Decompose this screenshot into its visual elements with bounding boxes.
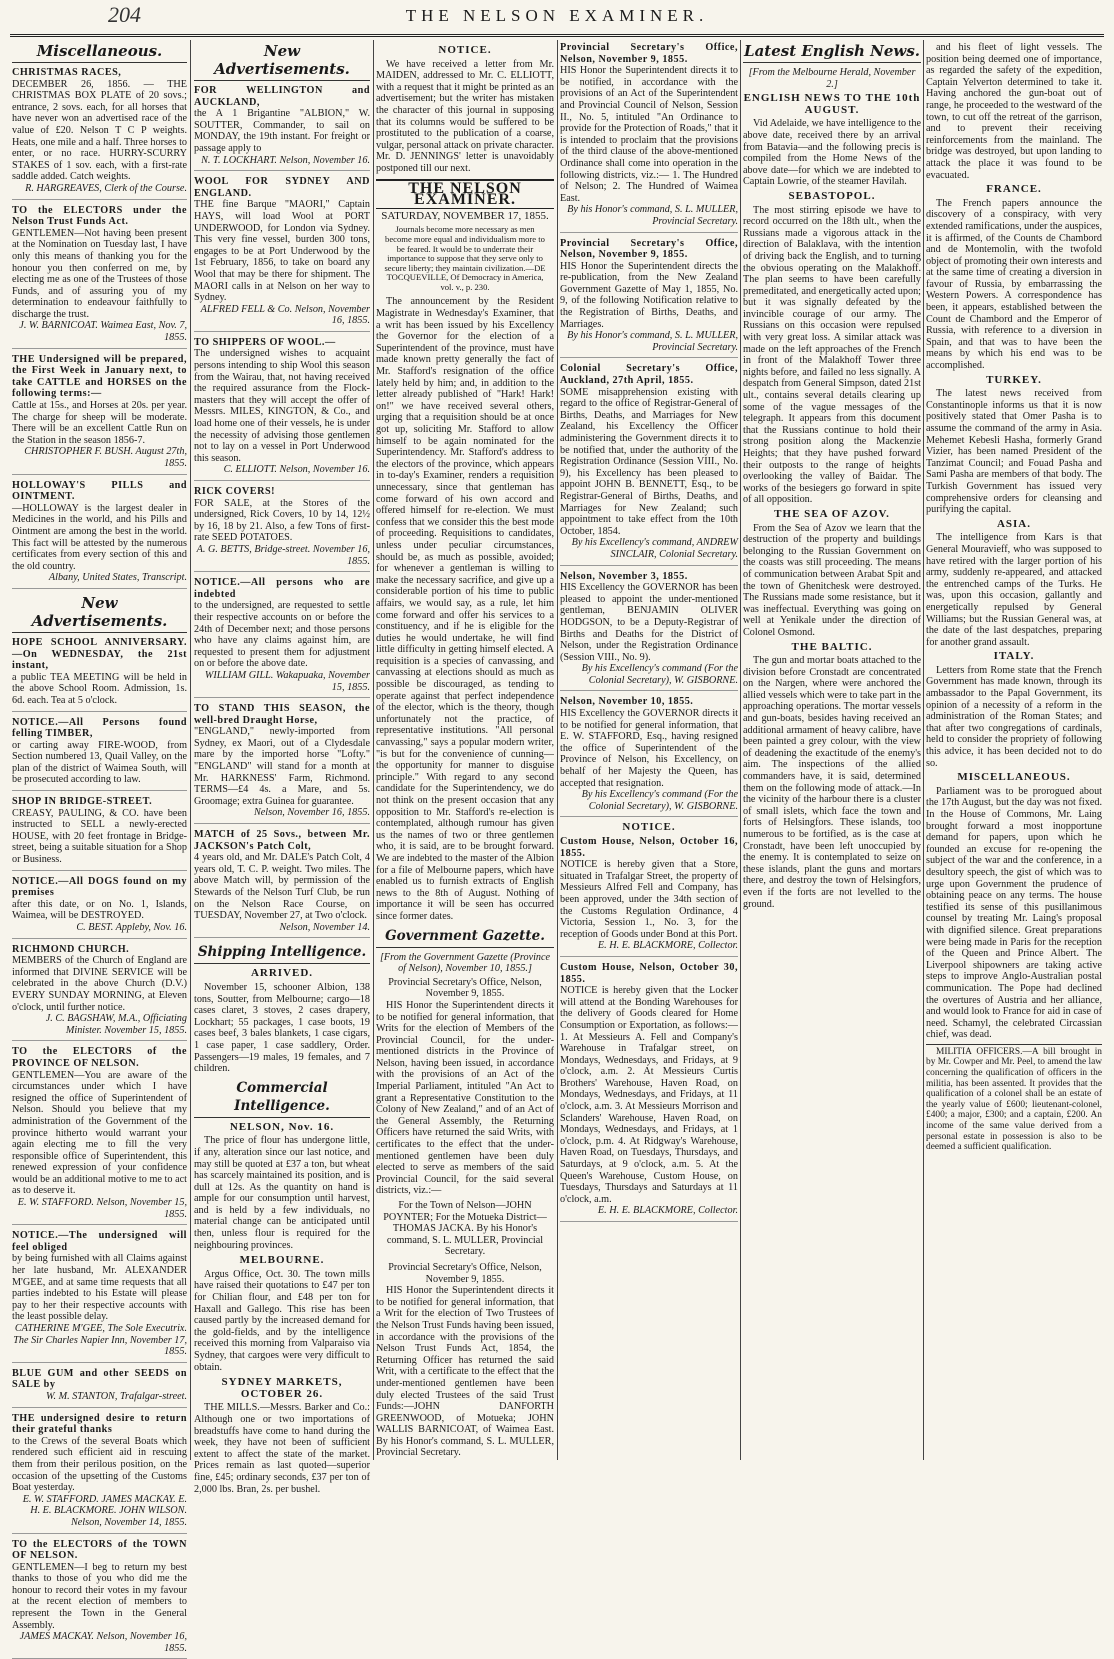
news-text: From the Sea of Azov we learn that the destruction of the property and buildings belonging to the Russian Government on the coasts was still proceeding. The means of communication between Arabat Spit and the town of Ghenitchesk were destroyed. The Russians made some resistance, but it was ineffectual. Everything was going on well at Yenikale under the direction of Colonel Osmond. [743, 523, 921, 639]
news-subhead: MISCELLANEOUS. [926, 772, 1102, 784]
advert-body: NOTICE is hereby given that the Locker will attend at the Bonding Warehouses for the delivery of Goods cleared for Home Consumption or Exportation, as follows:— 1. At Messieurs A. Fell and Company's Warehouse in Trafalgar street, on Mondays, Wednesdays, and Fridays, at 9 o'clock, a.m. 2. At Messieurs Curtis Brothers' Warehouse, Haven Road, on Mondays, Wednesdays, and Fridays, at 11 o'clock, a.m. 3. At Messieurs Morrison and Sclanders' Warehouse, Haven Road, on Mondays, Wednesdays, and Fridays, at 1 o'clock, p.m. 4. At Ridgway's Warehouse, Haven Road, on Tuesdays, Thursdays, and Saturdays, at 9 o'clock, a.m. 5. At the Queen's Warehouse, Custom House, on Tuesdays, Thursdays and Saturdays at 11 o'clock, a.m. [560, 985, 738, 1205]
advert-heading: TO the ELECTORS of the PROVINCE OF NELSON. [12, 1046, 187, 1069]
news-text: The latest news received from Constantinople informs us that it is now positively stated that Omer Pasha is to assume the command of the army in Asia. Mehemet Kebesli Hasha, formerly Grand Vizier, has been named President of the Tanzimat Council; and Fouad Pasha and Sami Pasha are members of that body. The Turkish Government has issued very comprehensive orders for cleansing and purifying the capital. [926, 388, 1102, 516]
gazette-office: Provincial Secretary's Office, Nelson, November 9, 1855. [376, 1262, 554, 1285]
gazette-members: For the Town of Nelson—JOHN POYNTER; For the Motueka District—THOMAS JACKA. By his Honor's command, S. L. MULLER, Provincial Secretary. [376, 1200, 554, 1258]
column-divider [740, 40, 741, 1460]
section-heading-government-gazette: Government Gazette. [376, 927, 554, 948]
advert-item [12, 354, 187, 475]
column-3 [376, 42, 554, 1460]
advert-list [12, 67, 187, 589]
advert-heading: HOPE SCHOOL ANNIVERSARY.—On WEDNESDAY, the 21st instant, [12, 637, 187, 672]
advert-body: to the Crews of the several Boats which rendered such efficient aid in rescuing them from their perilous position, on the occasion of the upsetting of the Customs Boat yesterday. [12, 1436, 187, 1494]
handwritten-page-number: 204 [108, 2, 141, 28]
advert-signature: By his Honor's command, S. L. MULLER, Provincial Secretary. [560, 330, 738, 353]
advert-heading: Custom House, Nelson, October 30, 1855. [560, 962, 738, 985]
news-text: The gun and mortar boats attached to the division before Cronstadt are concentrated on the Nargen, where were anchored the allied vessels which were to take part in the approaching operations. The mortar vessels and gun-boats, besides having received an additional armament of heavy calibre, have been painted a grey colour, with the view of deadening the exactitude of the enemy's aim. The inspections of the allied commanders have, it is said, determined them on the following mode of attack.—In the vicinity of the harbour there is a cluster of small islets, which face the town and forts of Helsingfors. These islands, too numerous to be fortified, as is the case at Cronstadt, have been left unoccupied by the enemy. It is contemplated to seize on these islands, plant the guns and mortars there, and destroy the town of Helsingfors, even if the forts are not levelled to the ground. [743, 655, 921, 910]
commercial-text: The price of flour has undergone little, if any, alteration since our last notice, and may still be quoted at £37 a ton, but wheat has scarcely maintained its position, and is dull at 12s. As the quantity on hand is ample for our consumption until harvest, and is held by a few individuals, no material change can be anticipated until then, unless flour is required for the neighbouring provinces. [194, 1135, 370, 1251]
advert-item [12, 717, 187, 792]
advert-body: the A 1 Brigantine "ALBION," W. SOUTTER, Commander, to sail on MONDAY, the 19th instant. For freight or passage apply to [194, 108, 370, 154]
advert-body: The undersigned wishes to acquaint persons intending to ship Wool this season from the Wairau, that, not having received the required assurance from the Flock-masters that they will accept the offer of Messrs. MILES, KINGTON, & Co., and load home one of their vessels, he is under the necessity of advising those gentlemen not to lay on a vessel in Port Underwood this season. [194, 348, 370, 464]
advert-item [560, 42, 738, 233]
commercial-date: NELSON, Nov. 16. [194, 1122, 370, 1134]
advert-body: after this date, or on No. 1, Islands, Waimea, will be DESTROYED. [12, 899, 187, 922]
advert-item [194, 829, 370, 938]
advert-signature: E. W. STAFFORD. JAMES MACKAY. E. H. E. BLACKMORE. JOHN WILSON. Nelson, November 14, 1855. [12, 1494, 187, 1529]
advert-signature: R. HARGREAVES, Clerk of the Course. [12, 183, 187, 195]
news-subhead: ITALY. [926, 651, 1102, 663]
advert-heading: NOTICE.—All DOGS found on my premises [12, 876, 187, 899]
advert-body: "ENGLAND," newly-imported from Sydney, ex Maori, out of a Clydesdale mare by the imported horse "Lofty." "ENGLAND" will stand for a month at Mr. HARKNESS' Farm, Richmond. TERMS—£4 4s. a Mare, and 5s. Groomage; extra Guinea for guarantee. [194, 726, 370, 807]
advert-heading: HOLLOWAY'S PILLS and OINTMENT. [12, 480, 187, 503]
advert-signature: C. BEST. Appleby, Nov. 16. [12, 922, 187, 934]
advert-heading: SHOP IN BRIDGE-STREET. [12, 796, 187, 808]
column-divider [923, 40, 924, 1460]
news-subhead: FRANCE. [926, 184, 1102, 196]
advert-body: Cattle at 15s., and Horses at 20s. per year. The charge for sheep will be moderate. There will be an excellent Cattle Run on the Station in the season 1856-7. [12, 400, 187, 446]
advert-signature: By his Excellency's command (For the Colonial Secretary), W. GISBORNE. [560, 663, 738, 686]
advert-signature: E. H. E. BLACKMORE, Collector. [560, 940, 738, 952]
advert-heading: BLUE GUM and other SEEDS on SALE by [12, 1368, 187, 1391]
advert-heading: CHRISTMAS RACES, [12, 67, 187, 79]
advert-signature: A. G. BETTS, Bridge-street. November 16, 1855. [194, 544, 370, 567]
advert-item [12, 1046, 187, 1225]
section-heading-latest-english-news: Latest English News. [743, 42, 921, 63]
melbourne-heading: MELBOURNE. [194, 1255, 370, 1267]
advert-list [12, 637, 187, 1659]
advert-heading: TO the ELECTORS under the Nelson Trust Funds Act. [12, 205, 187, 228]
section-heading-miscellaneous: Miscellaneous. [12, 42, 187, 63]
advert-item [12, 1539, 187, 1659]
news-text: The intelligence from Kars is that General Mouravieff, who was supposed to have retired with the larger portion of his army, suddenly re-appeared, and attacked the entrenched camps of the Turks. He was, upon this occasion, gallantly and energetically repulsed by General Williams; but the Russian General was, at the date of the last despatches, preparing for another grand assault. [926, 532, 1102, 648]
advert-item [194, 176, 370, 332]
advert-signature: C. ELLIOTT. Nelson, November 16. [194, 464, 370, 476]
advert-heading: THE undersigned desire to return their grateful thanks [12, 1413, 187, 1436]
customs-list [560, 836, 738, 1222]
gazette-notice: HIS Honor the Superintendent directs it to be notified for general information, that a Writ for the election of Two Trustees of the Nelson Trust Funds having been issued, in accordance with the provisions of the Nelson Trust Funds Act, 1854, the Returning Officer has returned the said Writ, with a certificate to the effect that the under-mentioned gentlemen have been duly elected Trustees of the said Trust Funds:—JOHN DANFORTH GREENWOOD, of Motueka; JOHN WALLIS BARNICOAT, of Waimea East. By his Honor's command, S. L. MULLER, Provincial Secretary. [376, 1285, 554, 1459]
advert-heading: MATCH of 25 Sovs., between Mr. JACKSON's Patch Colt, [194, 829, 370, 852]
shipping-subhead: ARRIVED. [194, 968, 370, 980]
advert-signature: Albany, United States, Transcript. [12, 572, 187, 584]
section-heading-new-advertisements: New Advertisements. [12, 594, 187, 633]
advert-signature: E. W. STAFFORD. Nelson, November 15, 1855. [12, 1197, 187, 1220]
news-source: [From the Melbourne Herald, November 2.] [743, 67, 921, 90]
advert-item [12, 1230, 187, 1363]
advert-body: GENTLEMEN—I beg to return my best thanks to those of you who did me the honour to record their votes in my favour at the recent election of members to represent the Town in the General Assembly. [12, 1562, 187, 1632]
column-divider [190, 40, 191, 1460]
news-text: MILITIA OFFICERS.—A bill brought in by Mr. Cowper and Mr. Peel, to amend the law concerning the qualification of officers in the militia, has been assented. It provides that the qualification of a colonel shall be an estate of the yearly value of £600; lieutenant-colonel, £400; a major, £300; and a captain, £200. An income of the same value derived from a personal estate in possession is also to be deemed a sufficient qualification. [926, 1044, 1102, 1153]
gazette-source: [From the Government Gazette (Province of Nelson), November 10, 1855.] [376, 952, 554, 975]
sydney-heading: SYDNEY MARKETS, OCTOBER 26. [194, 1377, 370, 1400]
advert-item [194, 85, 370, 171]
advert-item [12, 1368, 187, 1408]
advert-heading: THE Undersigned will be prepared, the First Week in January next, to take CATTLE and HORSES on the following terms:— [12, 354, 187, 400]
advert-signature: N. T. LOCKHART. Nelson, November 16. [194, 155, 370, 167]
advert-signature: CATHERINE M'GEE, The Sole Executrix. The Sir Charles Napier Inn, November 17, 1855. [12, 1323, 187, 1358]
news-subhead: THE SEA OF AZOV. [743, 509, 921, 521]
advert-heading: NOTICE.—All Persons found felling TIMBER, [12, 717, 187, 740]
advert-heading: Nelson, November 10, 1855. [560, 696, 738, 708]
gazette-office: Provincial Secretary's Office, Nelson, November 9, 1855. [376, 977, 554, 1000]
advert-item [194, 486, 370, 572]
gazette-notice: HIS Honor the Superintendent directs it to be notified for general information, that Writs for the election of Members of the Provincial Council, for the under-mentioned districts in the Province of Nelson, having been issued, in accordance with the provisions of an Act of the Imperial Parliament, intituled "An Act to grant a Representative Constitution to the Colony of New Zealand," and of an Act of the General Assembly, the Returning Officers have returned the said Writs, with certificates to the effect that the under-mentioned gentlemen have been duly elected to serve as members of the said Provincial Council, for the said several districts, viz.:— [376, 1000, 554, 1197]
advert-signature: W. M. STANTON, Trafalgar-street. [12, 1391, 187, 1403]
advert-body: —HOLLOWAY is the largest dealer in Medicines in the world, and his Pills and Ointment are among the best in the world. This fact will be attested by the numerous certificates from every section of this and the old country. [12, 503, 187, 573]
advert-signature: By his Honor's command, S. L. MULLER, Provincial Secretary. [560, 204, 738, 227]
news-subhead: THE BALTIC. [743, 642, 921, 654]
editorial-title: THE NELSON EXAMINER. [376, 179, 554, 209]
advert-heading: NOTICE.—The undersigned will feel obliged [12, 1230, 187, 1253]
advert-signature: WILLIAM GILL. Wakapuaka, November 15, 1855. [194, 670, 370, 693]
advert-heading: WOOL FOR SYDNEY AND ENGLAND. [194, 176, 370, 199]
advert-body: GENTLEMEN—Not having been present at the Nomination on Tuesday last, I have only this means of thanking you for the honour you then conferred on me, by electing me as one of the Trustees of those Funds, and of assuring you of my determination to endeavour faithfully to discharge the trust. [12, 228, 187, 321]
advert-body: HIS Honor the Superintendent directs the re-publication, from the New Zealand Government Gazette of May 1, 1855, No. 9, of the following Notification relative to the Registration of Births, Deaths, and Marriages. [560, 261, 738, 331]
column-1 [12, 42, 187, 1460]
advert-body: HIS Excellency the GOVERNOR has been pleased to appoint the under-mentioned gentleman, BENJAMIN OLIVER HODGSON, to be a Deputy-Registrar of Births and Deaths for the District of Nelson, under the Registration Ordinance (Session VIII., No. 9). [560, 582, 738, 663]
news-subhead: SEBASTOPOL. [743, 191, 921, 203]
advert-item [12, 944, 187, 1042]
advert-body: 4 years old, and Mr. DALE's Patch Colt, 4 years old, T. C. P. weight. Two miles. The above Match will, by permission of the Stewards of the Nelson Turf Club, be run on the Nelson Race Course, on TUESDAY, November 27, at Two o'clock. [194, 852, 370, 922]
column-6 [926, 42, 1102, 1460]
advert-heading: Provincial Secretary's Office, Nelson, November 9, 1855. [560, 42, 738, 65]
section-heading-shipping: Shipping Intelligence. [194, 943, 370, 964]
advert-body: NOTICE is hereby given that a Store, situated in Trafalgar Street, the property of Messieurs Alfred Fell and Company, has been approved, under the 34th section of the Customs Regulation Ordinance, 4 Victoria, Session 1., No. 3, for the reception of Goods under Bond at this Port. [560, 859, 738, 940]
advert-signature: JAMES MACKAY. Nelson, November 16, 1855. [12, 1631, 187, 1654]
advert-signature: By his Excellency's command (For the Colonial Secretary), W. GISBORNE. [560, 789, 738, 812]
column-divider [373, 40, 374, 1460]
news-intro: Vid Adelaide, we have intelligence to the above date, received there by an arrival from Batavia—and the following precis is compiled from the Home News of the above date—for which we are indebted to Captain Lowrie, of the steamer Havilah. [743, 118, 921, 188]
news-headline: ENGLISH NEWS TO THE 10th AUGUST. [743, 93, 921, 116]
gazette-list [560, 42, 738, 817]
advert-heading: NOTICE.—All persons who are indebted [194, 577, 370, 600]
advert-heading: Colonial Secretary's Office, Auckland, 27th April, 1855. [560, 363, 738, 386]
advert-item [12, 637, 187, 712]
masthead: THE NELSON EXAMINER. [0, 6, 1114, 26]
melbourne-text: Argus Office, Oct. 30. The town mills have raised their quotations to £47 per ton for Chilian flour, and £48 per ton for Haxall and Gallego. This rise has been caused partly by the increased demand for the gold-fields, and by the intelligence received this morning from Valparaiso via Sydney, that cargoes were very difficult to obtain. [194, 1269, 370, 1373]
masthead-rule [10, 34, 1104, 37]
advert-signature: Nelson, November 14. [194, 922, 370, 934]
advert-list [194, 85, 370, 938]
advert-item [194, 337, 370, 481]
news-text: Letters from Rome state that the French Government has made known, through its ambassador to the Papal Government, its opinion of a necessity of a reform in the administration of the Roman States; and that after two congregations of cardinals, held to consider the propriety of following this advice, it has been decided not to do so. [926, 665, 1102, 769]
advert-body: to the undersigned, are requested to settle their respective accounts on or before the 24th of December next; and those persons who have any claims against him, are requested to present them for adjustment on or before the above date. [194, 600, 370, 670]
advert-body: DECEMBER 26, 1856. — THE CHRISTMAS BOX PLATE of 20 sovs.; entrance, 2 sovs. each, for all horses that have never won an advertised race of the value of £20. Nelson T C P weights. Heats, one mile and a half. Three horses to enter, or no race. HURRY-SCURRY STAKES of 1 sov. each, with a first-rate saddle added. Catch weights. [12, 79, 187, 183]
news-subhead: ASIA. [926, 519, 1102, 531]
advert-item [560, 363, 738, 565]
advert-item [12, 876, 187, 939]
advert-body: a public TEA MEETING will be held in the above School Room. Admission, 1s. 6d. each. Tea at 5 o'clock. [12, 672, 187, 707]
column-2 [194, 42, 370, 1460]
advert-body: GENTLEMEN—You are aware of the circumstances under which I have resigned the office of Superintendent of Nelson. Should you believe that my administration of the Government of the province hitherto would warrant your again electing me to fill the very responsible office of Superintendent, this renewed expression of your confidence would be an additional motive to me to act as to deserve it. [12, 1070, 187, 1198]
advert-body: SOME misapprehension existing with regard to the office of Registrar-General of Births, Deaths, and Marriages for New Zealand, his Excellency the Officer administering the Government directs it to be notified that, under the authority of the Registration Ordinance (Session VIII., No. 9), his Excellency has been pleased to appoint JOHN B. BENNETT, Esq., to be Registrar-General of Births, Deaths, and Marriages for New Zealand; such appointment to take effect from the 10th October, 1854. [560, 387, 738, 538]
advert-signature: E. H. E. BLACKMORE, Collector. [560, 1205, 738, 1217]
advert-signature: J. C. BAGSHAW, M.A., Officiating Minister. November 15, 1855. [12, 1013, 187, 1036]
advert-body: FOR SALE, at the Stores of the undersigned, Rick Covers, 10 by 14, 12½ by 16, 18 by 21. Also, a few Tons of first-rate SEED POTATOES. [194, 498, 370, 544]
column-divider [557, 40, 558, 1460]
sydney-text: THE MILLS.—Messrs. Barker and Co.: Although one or two importations of breadstuffs have come to hand during the week, they have not been of sufficient extent to affect the state of the market. Prices remain as last quoted—superior fine, £45; ordinary seconds, £37 per ton of 2,000 lbs. Bran, 2s. per bushel. [194, 1402, 370, 1495]
notice-heading: NOTICE. [376, 45, 554, 57]
advert-heading: RICK COVERS! [194, 486, 370, 498]
advert-body: or carting away FIRE-WOOD, from Section numbered 13, Quail Valley, on the plan of the district of Waimea South, will be prosecuted according to law. [12, 740, 187, 786]
leading-article: The announcement by the Resident Magistrate in Wednesday's Examiner, that a writ has been issued by his Excellency the Governor for the election of a Superintendent of the province, must have made known pretty generally the fact of Mr. Stafford's resignation of the office lately held by him; and, in addition to the letter already published of "Hark! Hark! on!" we have received several others, urging that a requisition should be at once got up, soliciting Mr. Stafford to allow himself to be again nominated for the Superintendency. Mr. Stafford's address to the electors of the province, which appears in to-day's Examiner, renders a requisition unnecessary, since that gentleman has come forward of his own accord and offered himself for re-election. We must confess that we consider this the best mode of proceeding. Requisitions to candidates, unless under peculiar circumstances, should be, as much as possible, avoided; for whenever a gentleman is willing to make the necessary sacrifice, and give up a considerable portion of his time to public affairs, we would say, as a rule, let him come forward and offer his services to a constituency, and if he is eligible for the duties he would undertake, he will find little difficulty in getting himself elected. A requisition is a species of canvassing, and canvassing at elections should as much as possible be discouraged, as tending to operate against that perfect independence of the elector, which is the theory, though unfortunately not the practice, of representative institutions. "All personal canvassing," says a popular modern writer, "is but for the convenience of cunning—the opportunity for manner to disguise principle." With regard to any second candidate for the Superintendency, we do not think on the present occasion that any opposition to Mr. Stafford's re-election is contemplated, although rumour has given us the names of two or three gentlemen who, it is said, are to be brought forward. We are indebted to the master of the Albion for a file of Melbourne papers, which have enabled us to furnish extracts of English news to the 8th of August. Nothing of importance it will be seen has occurred since former dates. [376, 296, 554, 922]
advert-heading: RICHMOND CHURCH. [12, 944, 187, 956]
advert-item [560, 238, 738, 359]
section-heading-new-advertisements: New Advertisements. [194, 42, 370, 81]
advert-item [194, 703, 370, 824]
customs-notice-heading: NOTICE. [560, 822, 738, 834]
shipping-text: November 15, schooner Albion, 138 tons, Soutter, from Melbourne; cargo—18 cases claret, 3 stoves, 2 cases drapery, Lockhart; 55 packages, 1 case boots, 19 cases beef, 3 bales blankets, 1 case cigars, 1 case paper, 1 case saddlery, Order. Passengers—19 males, 19 females, and 7 children. [194, 982, 370, 1075]
advert-item [560, 962, 738, 1222]
advert-body: MEMBERS of the Church of England are informed that DIVINE SERVICE will be celebrated in the above Church (D.V.) EVERY SUNDAY MORNING, at Eleven o'clock, until further notice. [12, 955, 187, 1013]
advert-item [12, 480, 187, 589]
advert-item [194, 577, 370, 698]
advert-body: CREASY, PAULING, & CO. have been instructed to SELL a newly-erected HOUSE, with 20 feet frontage in Bridge-street, being a suitable situation for a Shop or Business. [12, 808, 187, 866]
news-text: Parliament was to be prorogued about the 17th August, but the day was not fixed. In the House of Commons, Mr. Laing brought forward a most inopportune demand for papers, upon which he founded an excuse for re-opening the subject of the war and the conference, in a desultory speech, the gist of which was to urge upon Government the prudence of obtaining peace on any terms. The house testified its sense of this pusillanimous counsel by treating Mr. Laing's proposal with dignified silence. Great preparations were being made in Paris for the reception of the Queen and Prince Albert. The Liverpool shipowners are taking active steps to improve Anglo-Australian postal communication. The Pope had declined the overtures of Austria and her alliance, and would look to France for aid in case of need. Schamyl, the celebrated Circassian chief, was dead. [926, 786, 1102, 1041]
advert-signature: By his Excellency's command, ANDREW SINCLAIR, Colonial Secretary. [560, 537, 738, 560]
advert-signature: ALFRED FELL & Co. Nelson, November 16, 1855. [194, 304, 370, 327]
advert-signature: CHRISTOPHER F. BUSH. August 27th, 1855. [12, 446, 187, 469]
advert-heading: TO the ELECTORS of the TOWN OF NELSON. [12, 1539, 187, 1562]
news-text: and his fleet of light vessels. The position being deemed one of importance, as regarded the safety of the expedition, Captain Yelverton determined to take it. Having anchored the gun-boat out of range, he proceeded to the westward of the town, to cut off the retreat of the garrison, and to prevent their receiving reinforcements from the mainland. The bridge was destroyed, but upon landing to attack the place it was found to be evacuated. [926, 42, 1102, 181]
advert-body: HIS Honor the Superintendent directs it to be notified, in accordance with the provisions of an Act of the Superintendent and Provincial Council of Nelson, Session II., No. 5, intituled "An Ordinance to provide for the Protection of Roads," that it is intended to proclaim that the provisions of the third clause of the above-mentioned Ordinance shall come into operation in the following districts, viz.:— 1. The Hundred of Nelson; 2. The Hundred of Waimea East. [560, 65, 738, 204]
advert-body: by being furnished with all Claims against her late husband, Mr. ALEXANDER M'GEE, and at same time requests that all parties indebted to his Estate will please pay to her their respective accounts with the least possible delay. [12, 1253, 187, 1323]
news-text: The French papers announce the discovery of a conspiracy, with very extended ramifications, under the auspices, it is affirmed, of the Counts de Chambord and de Montemolin, with the twofold object of promoting their own interests and at the same time of creating a diversion in favour of Russia, by embarrassing the Western Powers. A correspondence has been, it appears, established between the Count de Chambord and the Emperor of Russia, with reference to a diversion in Spain, and that was to have been the means by which his end was to be accomplished. [926, 198, 1102, 372]
advert-body: THE fine Barque "MAORI," Captain HAYS, will load Wool at PORT UNDERWOOD, for London via Sydney. This very fine vessel, burden 300 tons, engages to be at Port Underwood by the 1st February, 1856, to take on board any Wool that may be there for shipment. The MAORI calls in at Nelson on her way to Sydney. [194, 199, 370, 303]
advert-item [12, 205, 187, 349]
advert-item [560, 571, 738, 692]
section-heading-commercial: Commercial Intelligence. [194, 1079, 370, 1118]
advert-item [12, 1413, 187, 1534]
advert-heading: Nelson, November 3, 1855. [560, 571, 738, 583]
advert-heading: Custom House, Nelson, October 16, 1855. [560, 836, 738, 859]
advert-signature: Nelson, November 16, 1855. [194, 807, 370, 819]
advert-signature: J. W. BARNICOAT. Waimea East, Nov. 7, 1855. [12, 320, 187, 343]
advert-item [560, 696, 738, 817]
advert-heading: TO SHIPPERS OF WOOL.— [194, 337, 370, 349]
advert-item [12, 67, 187, 200]
advert-body: HIS Excellency the GOVERNOR directs it to be notified for general information, that E. W. STAFFORD, Esq., having resigned the office of Superintendent of the Province of Nelson, his Excellency, on behalf of her Majesty the Queen, has accepted that resignation. [560, 708, 738, 789]
advert-item [560, 836, 738, 957]
editor-notice: We have received a letter from Mr. MAIDEN, addressed to Mr. C. ELLIOTT, with a request that it might be printed as an advertisement; but the writer has mistaken the character of this journal in supposing that its columns would be suffered to be prostituted to the publication of a coarse, vulgar, personal attack on private character. Mr. D. JENNINGS' letter is unavoidably postponed till our next. [376, 59, 554, 175]
editorial-motto: Journals become more necessary as men become more equal and individualism more to be feared. It would be to underrate their importance to suppose that they serve only to secure liberty; they maintain civilization.—DE TOCQUEVILLE, Of Democracy in America, vol. v., p. 230. [382, 225, 548, 292]
column-5 [743, 42, 921, 1460]
news-text: The most stirring episode we have to record occurred on the 18th ult., when the Russians made a vigorous attack in the direction of Balaklava, with the intention of driving back the English, and to turning the obvious operating on the Malakhoff. The plan seems to have been carefully premeditated, and energetically acted upon; but it was signally defeated by the invincible courage of our army. The Russians on this occasion were repulsed with very great loss. A similar attack was made on the left approaches of the French in front of the Malakhoff Tower three nights before, and failed no less signally. A despatch from General Simpson, dated 21st ult., contains several details clearing up some of the vague messages of the telegraph. It appears from this document that the Russians continue to hold their strong position along the Mackenzie Heights; that they have pushed forward their outposts to the range of heights overlooking the valley of Baidar. The works of the besiegers go forward in spite of all opposition. [743, 205, 921, 506]
advert-heading: Provincial Secretary's Office, Nelson, November 9, 1855. [560, 238, 738, 261]
advert-heading: FOR WELLINGTON and AUCKLAND, [194, 85, 370, 108]
editorial-date: SATURDAY, NOVEMBER 17, 1855. [376, 211, 554, 223]
news-subhead: TURKEY. [926, 375, 1102, 387]
advert-item [12, 796, 187, 871]
advert-heading: TO STAND THIS SEASON, the well-bred Draught Horse, [194, 703, 370, 726]
column-4 [560, 42, 738, 1460]
